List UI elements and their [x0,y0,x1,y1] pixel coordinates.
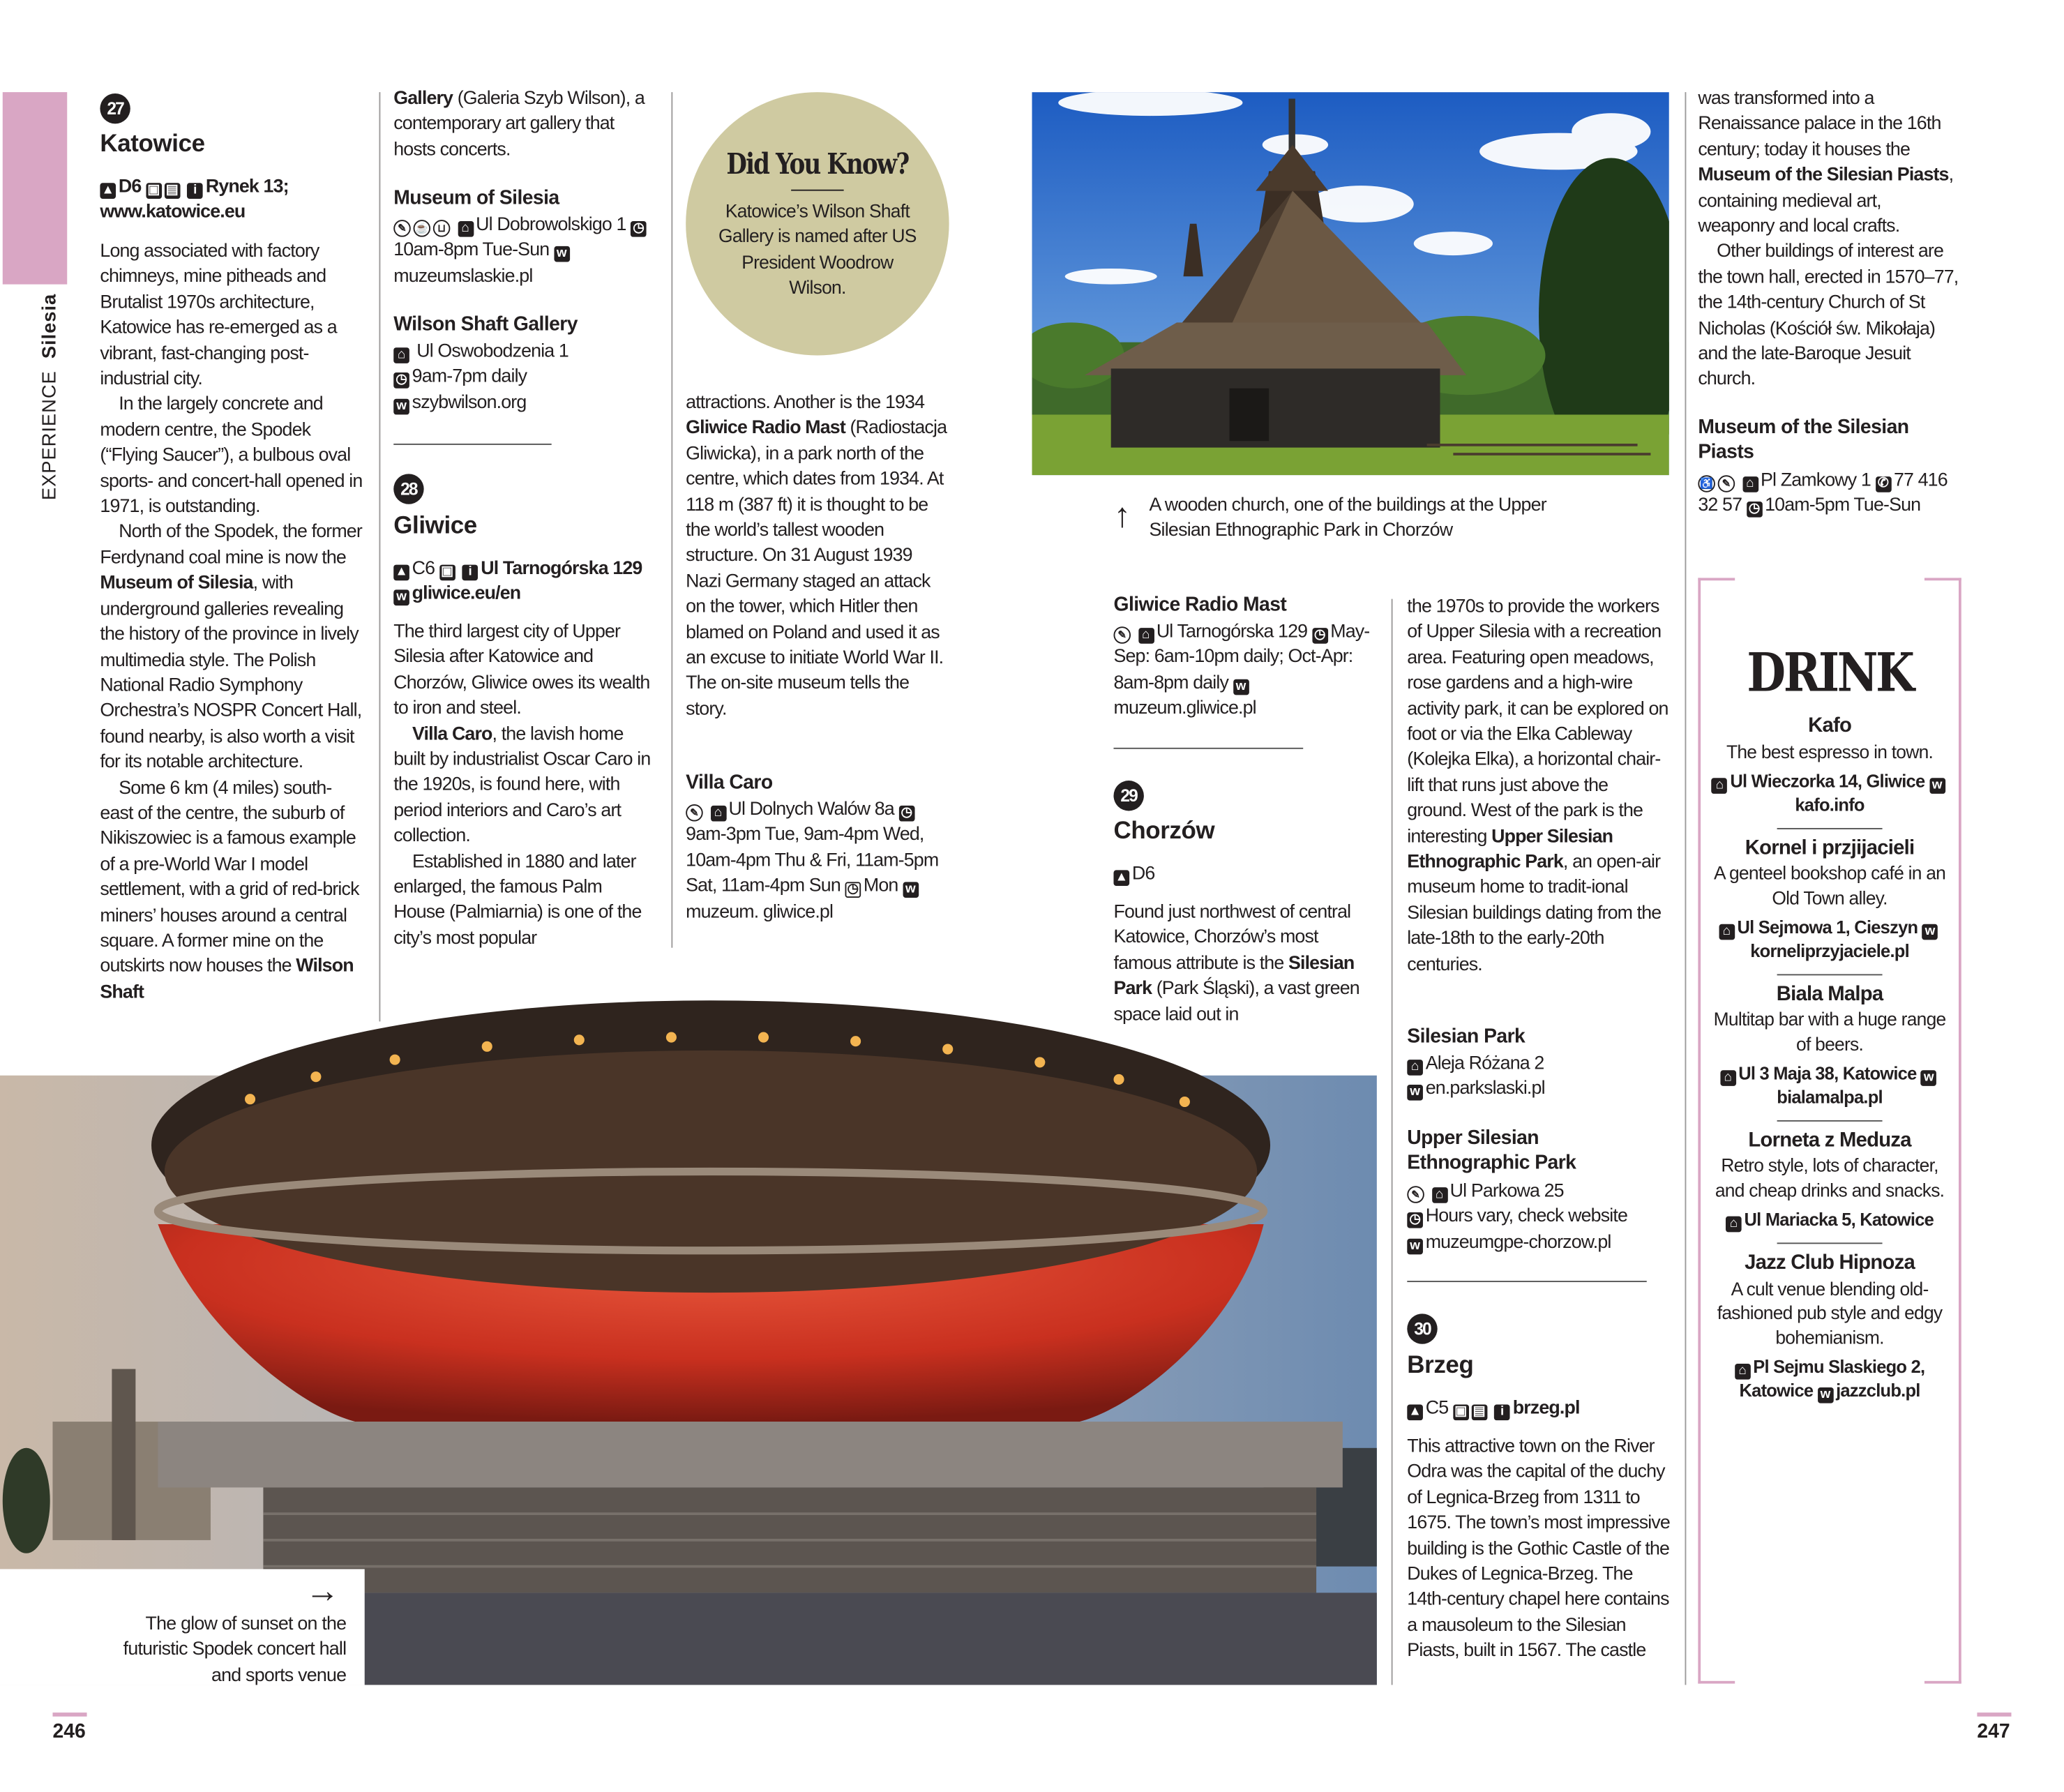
venue-contact [1711,1062,1948,1109]
clock-icon: ◷ [1407,1213,1423,1229]
box-corner [1924,1681,1961,1684]
house-icon: ⌂ [710,806,726,822]
entry-info [393,557,656,608]
divider [393,444,551,445]
venue-address: Ul Mariacka 5, Katowice [1744,1210,1934,1230]
listing-info [1698,469,1961,520]
web-icon: w [1233,679,1249,695]
text-run: Ul Tarnogórska 129 [481,558,642,580]
listing-title: Museum of the Silesian Piasts [1698,416,1909,465]
text-run: May-Sep: 6am-10pm daily; Oct-Apr: 8am-8pm daily [1113,621,1370,694]
entry-body [393,620,656,952]
text-run: C6 [412,558,439,580]
map-icon: ▲ [1408,1404,1422,1420]
text-run: (Park Śląski), a vast green space laid out in [1113,978,1359,1025]
train-icon: ▣ [439,565,455,581]
train-icon: ▣ [146,183,162,199]
drink-list [1701,707,1959,1403]
text-run: Ul Oswobodzenia 1 [412,340,568,362]
text-run: In the largely concrete and modern centre, the Spodek (“Flying Saucer”), a bulbous oval sports- and concert-hall opened in 1971, is outstanding. [100,394,363,518]
text-run: muzeumslaskie.pl [393,265,533,287]
map-icon: ▲ [101,183,115,198]
text-run [458,558,462,579]
listing-info [393,340,656,416]
house-icon: ⌂ [1138,628,1154,644]
listing-title: Museum of Silesia [393,186,559,210]
text-run [705,799,710,820]
box-corner [1698,1681,1735,1684]
entry-number: 29 [1113,781,1143,811]
page-number-bar [52,1712,86,1717]
listing-title: Silesian Park [1407,1025,1526,1048]
text-run [1427,1181,1432,1202]
web-icon: w [903,882,919,898]
venue-description: Retro style, lots of character, and cheap drinks and snacks. [1715,1154,1945,1200]
text-run: , containing medieval art, weaponry and local crafts. [1698,165,1954,237]
venue-website[interactable]: korneliprzyjaciele.pl [1750,941,1909,961]
ticket-icon: ✎ [393,220,411,237]
text-run: Aleja Różana 2 [1425,1053,1544,1074]
map-icon: ▲ [1115,870,1129,885]
entry-title: Chorzów [1113,816,1215,844]
house-icon: ⌂ [1726,1217,1742,1233]
divider [1407,1281,1646,1282]
text-run: The third largest city of Upper Silesia after Katowice and Chorzów, Gliwice owes its wealth to iron and steel. [393,621,650,719]
text-run: Ul Dolnych Walów 8a [728,799,899,820]
ticket-icon: ✎ [1113,626,1131,644]
entry-number: 28 [393,474,423,504]
clock-icon: ◷ [1747,502,1763,518]
venue-address: Pl Sejmu Slaskiego 2, Katowice [1739,1357,1925,1401]
text-run: brzeg.pl [1512,1398,1580,1420]
text-run: muzeum.gliwice.pl [1113,698,1256,719]
divider [791,190,843,191]
column-divider [1392,599,1393,1685]
web-icon: w [393,398,409,414]
text-run: 9am-7pm daily [412,366,527,388]
listing-info [1407,1052,1670,1103]
divider [1777,827,1883,829]
house-icon: ⌂ [393,347,409,363]
house-icon: ⌂ [1742,476,1758,492]
paragraph [1698,87,1961,241]
house-icon: ⌂ [1720,1070,1736,1086]
web-icon: w [1921,1070,1937,1086]
text-run: Silesian Park [1113,952,1355,1000]
divider [1777,974,1883,975]
text-run: , with underground galleries revealing the history of the province in lively multimedia style. The Polish National Radio Symphony Orchestra’s NOSPR Concert Hall, found nearby, is also worth a visit for its notable architecture. [100,573,362,773]
entry-body [1407,1435,1670,1665]
venue-address: Ul 3 Maja 38, Katowice [1738,1063,1917,1084]
cafe-icon: ☕ [414,220,431,237]
web-icon: w [393,590,409,606]
text-run [453,215,458,236]
text-run: 9am-3pm Tue, 9am-4pm Wed, 10am-4pm Thu & Fri, 11am-5pm Sat, 11am-4pm Sun [686,825,939,897]
venue-name: Biala Malpa [1776,982,1883,1005]
drink-item [1701,1120,1959,1232]
house-icon: ⌂ [1719,924,1735,940]
venue-contact [1711,770,1948,817]
text-run: Villa Caro [412,723,492,745]
paragraph [393,722,656,850]
listing-info [1113,620,1376,722]
arrow-up-icon: ↑ [1113,495,1131,535]
clock-icon: ◷ [393,373,409,389]
text-run: Wilson Shaft [100,956,354,1003]
text-run: D6 [1131,863,1155,885]
paragraph [393,620,656,722]
text-run: muzeum. gliwice.pl [686,901,834,923]
entry-title: Gliwice [393,511,477,539]
text-run: This attractive town on the River Odra was the capital of the duchy of Legnica-Brzeg from 1311 to 1675. The town’s most impressive building is the Gothic Castle of the Dukes of Legnica-Brzeg. The 14th-century chapel here contains a mausoleum to the Silesian Piasts, built in 1567. The castle [1407,1436,1670,1662]
drink-item [1701,1242,1959,1403]
page-number-bar [1977,1712,2011,1717]
listing-title: Upper Silesian Ethnographic Park [1407,1127,1576,1175]
text-run: Established in 1880 and later enlarged, the famous Palm House (Palmiarnia) is one of the city’s most popular [393,851,642,949]
text-run: Found just northwest of central Katowice, Chorzów’s most famous attribute is the [1113,901,1351,974]
arrow-right-icon: → [305,1570,340,1610]
entry-title: Brzeg [1407,1350,1474,1378]
venue-website[interactable]: bialamalpa.pl [1777,1087,1883,1108]
text-run: was transformed into a Renaissance palace in the 16th century; today it houses the [1698,88,1941,160]
paragraph [100,239,363,393]
text-run: Pl Zamkowy 1 [1760,469,1876,491]
web-icon: w [1407,1238,1423,1254]
venue-contact [1711,916,1948,963]
text-run: , the lavish home built by industrialist Oscar Caro in the 1920s, is found here, with period interiors and Caro’s art collection. [393,723,651,847]
entry-number: 27 [100,93,130,123]
text-run [1738,470,1742,491]
web-icon: w [1818,1387,1834,1403]
text-run: muzeumgpe-chorzow.pl [1425,1231,1611,1253]
house-icon: ⌂ [458,221,474,237]
venue-contact [1711,1208,1948,1232]
entry-body [100,239,363,1006]
wooden-church-photo [1032,92,1668,475]
venue-description: A genteel bookshop café in an Old Town alley. [1714,862,1946,908]
paragraph [1698,240,1961,393]
region-label: Silesia [39,293,61,359]
text-run [1133,622,1138,642]
photo-caption: A wooden church, one of the buildings at the Upper Silesian Ethnographic Park in Chorzów [1149,495,1546,542]
drink-item [1701,974,1959,1109]
paragraph [393,850,656,951]
venue-website[interactable]: jazzclub.pl [1836,1380,1920,1401]
web-icon: w [554,247,570,263]
venue-description: A cult venue blending old-fashioned pub style and edgy bohemianism. [1717,1277,1943,1348]
divider [1777,1120,1883,1121]
text-run: Some 6 km (4 miles) south-east of the centre, the suburb of Nikiszowiec is a famous example of a pre-World War I model settlement, with a grid of red-brick miners’ houses around a central square. A former mine on the outskirts now houses the [100,777,359,977]
venue-name: Jazz Club Hipnoza [1745,1251,1915,1274]
venue-description: Multitap bar with a huge range of beers. [1713,1008,1946,1054]
section-tab [3,92,67,285]
ticket-icon: ✎ [1718,475,1735,492]
text-run: (Radiostacja Gliwicka), in a park north of the centre, which dates from 1934. At 118 m (387 ft) it is thought to be the world’s tallest wooden structure. On 31 August 1939 Nazi Germany staged an attack on the tower, which Hitler then blamed on Poland and used it as an excuse to initiate World War II. The on-site museum tells the story. [686,417,947,721]
listing-title: Villa Caro [686,771,773,794]
train-icon: ▣ [1453,1405,1469,1421]
house-icon: ⌂ [1712,778,1728,794]
section-label: EXPERIENCE [39,370,61,501]
did-you-know-box [686,92,949,355]
drink-item [1701,827,1959,963]
listing-title: Wilson Shaft Gallery [393,313,578,336]
column-divider [379,92,380,1021]
entry-title: Katowice [100,128,205,157]
info-icon: i [187,183,203,199]
listing-title: Gliwice Radio Mast [1113,594,1287,617]
map-icon: ▲ [395,564,408,580]
text-run: Museum of the Silesian Piasts [1698,165,1949,186]
bus-icon: ▤ [164,183,180,199]
did-you-know-title: Did You Know? [726,147,909,182]
info-icon: i [462,565,479,581]
text-run [1490,1398,1495,1419]
text-run: Gallery [393,88,453,110]
text-run: 10am-5pm Tue-Sun [1765,495,1921,517]
clock-icon: ◷ [898,806,914,822]
text-run: 77 416 32 57 [1698,469,1948,517]
clock-icon: ◷ [631,221,647,237]
entry-number: 30 [1407,1313,1437,1343]
venue-name: Lorneta z Meduza [1748,1129,1911,1152]
body-continued [686,391,949,723]
text-run: (Galeria Szyb Wilson), a contemporary art gallery that hosts concerts. [393,88,645,160]
box-corner [1924,578,1961,580]
divider [1777,1242,1883,1244]
venue-description: The best espresso in town. [1726,740,1934,762]
text-run: Ul Tarnogórska 129 [1156,621,1312,642]
text-run: D6 [118,176,146,198]
listing-info [1407,1180,1670,1256]
text-run: szybwilson.org [412,392,527,414]
shop-icon: ⊔ [433,220,451,237]
bus-icon: ▤ [1471,1405,1487,1421]
column-divider [671,92,672,948]
wheelchair-icon: ♿ [1698,475,1715,492]
clock-icon: ◷ [1312,628,1328,644]
text-run: Other buildings of interest are the town hall, erected in 1570–77, the 14th-century Church of St Nicholas (Kościół św. Mikołaja) and the late-Baroque Jesuit church. [1698,241,1959,391]
text-run: C5 [1425,1398,1453,1420]
ticket-icon: ✎ [686,804,703,822]
web-icon: w [1407,1085,1423,1101]
running-head [40,294,61,500]
web-icon: w [1929,778,1945,794]
text-run: the 1970s to provide the workers of Upper Silesia with a recreation area. Featuring open meadows, rose gardens and a high-wire activity park, it can be explored on foot or via the Elka Cableway (Kolejka Elka), a horizontal chair-lift that runs just above the ground. West of the park is the interesting [1407,596,1668,848]
did-you-know-text: Katowice’s Wilson Shaft Gallery is named after US President Woodrow Wilson. [718,199,917,298]
drink-item [1701,707,1959,817]
text-run: Mon [863,875,903,897]
text-run: Upper Silesian Ethnographic Park [1407,826,1613,873]
listing-info [393,213,656,290]
text-run: Rynek 13; www.katowice.eu [100,176,289,223]
text-run: 10am-8pm Tue-Sun [393,240,554,262]
photo-caption: The glow of sunset on the futuristic Spodek concert hall and sports venue [123,1613,347,1687]
entry-info [1407,1396,1670,1422]
web-icon: w [1922,924,1938,940]
venue-address: Ul Sejmowa 1, Cieszyn [1737,917,1918,938]
drink-sidebar [1698,578,1961,1683]
entry-info [100,175,363,226]
venue-website[interactable]: kafo.info [1795,795,1865,815]
venue-name: Kafo [1808,714,1852,737]
text-run: Ul Parkowa 25 [1449,1180,1564,1202]
body-continued [1407,595,1670,978]
house-icon: ⌂ [1735,1364,1751,1380]
page-number-right: 247 [1977,1720,2010,1743]
text-run: Ul Dobrowolskigo 1 [476,214,631,236]
text-run: Hours vary, check website [1425,1206,1627,1228]
venue-address: Ul Wieczorka 14, Gliwice [1730,771,1925,792]
body-continued [1698,87,1961,393]
phone-icon: ✆ [1876,476,1892,492]
venue-contact [1711,1356,1948,1403]
drink-title: DRINK [1747,642,1913,705]
box-corner [1698,578,1735,580]
house-icon: ⌂ [1407,1060,1423,1076]
text-run: , an open-air museum home to tradit-ional Silesian buildings dating from the late-18th to the early-20th centuries. [1407,852,1662,975]
entry-info [1113,862,1376,888]
text-run: North of the Spodek, the former Ferdynand coal mine is now the [100,522,362,569]
column-divider [1685,92,1686,1685]
text-run: en.parkslaski.pl [1425,1078,1545,1100]
text-run: Gliwice Radio Mast [686,417,845,439]
text-run [183,176,188,197]
paragraph [100,520,363,776]
text-run: Long associated with factory chimneys, mine pitheads and Brutalist 1970s architecture, Katowice has re-emerged as a vibrant, fast-changing post-industrial city. [100,241,337,390]
divider [1113,748,1303,749]
body-continued [393,87,656,164]
text-run: attractions. Another is the 1934 [686,392,925,414]
listing-info [686,798,949,926]
closed-icon: ◷ [845,882,861,898]
ticket-icon: ✎ [1407,1186,1424,1203]
venue-name: Kornel i przjijacieli [1745,836,1915,859]
page-number-left: 246 [52,1720,86,1743]
info-icon: i [1494,1405,1510,1421]
paragraph [100,393,363,520]
house-icon: ⌂ [1431,1187,1447,1203]
paragraph [100,776,363,1007]
text-run: gliwice.eu/en [412,583,521,605]
text-run: Museum of Silesia [100,573,253,594]
